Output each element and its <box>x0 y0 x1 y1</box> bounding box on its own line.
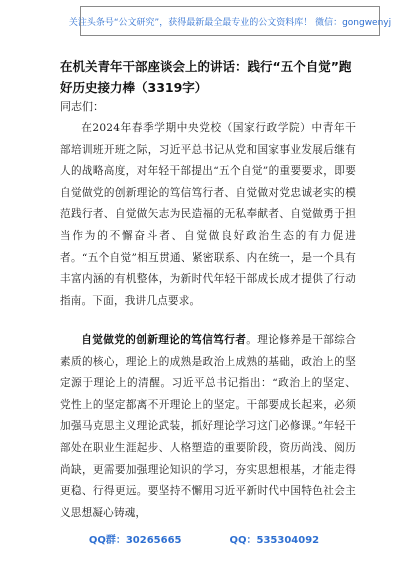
document-title: 在机关青年干部座谈会上的讲话：践行“五个自觉”跑好历史接力棒（3319字） <box>60 59 352 95</box>
paragraph-2 <box>60 330 356 524</box>
banner-text: 关注头条号“公文研究”，获得最新最全最专业的公文资料库！ 微信：gongwenyj <box>68 17 392 28</box>
header-banner <box>68 6 392 36</box>
paragraph-1: 在2024年春季学期中央党校（国家行政学院）中青年干部培训班开班之际，习近平总书记从党和国家事业发展后继有人的战略高度，对年轻干部提出“五个自觉”的重要要求，即要自觉做党的创新理论的笃信笃行者、自觉做对党忠诚老实的模范践行者、自觉做矢志为民造福的无私奉献者、自觉做勇于担当作为的不懈奋斗者、自觉做良好政治生态的有力促进者。“五个自觉”相互贯通、紧密联系、内在统一，是一个具有丰富内涵的有机整体，为新时代年轻干部成长成才提供了行动指南。下面，我讲几点要求。 <box>60 122 356 307</box>
footer <box>0 531 408 546</box>
paragraph-2-body: 。理论修养是干部综合素质的核心，理论上的成熟是政治上成熟的基础，政治上的坚定源于理论上的清醒。习近平总书记指出：“政治上的坚定、党性上的坚定都离不开理论上的坚定。干部要成长起来，必须加强马克思主义理论武装，抓好理论学习这门必修课。”年轻干部处在职业生涯起步、人格塑造的重要阶段，资历尚浅、阅历尚缺，更需要加强理论知识的学习，夯实思想根基，才能走得更稳、行得更远。要坚持不懈用习近平新时代中国特色社会主义思想凝心铸魂， <box>60 334 357 519</box>
greeting: 同志们： <box>60 100 104 113</box>
footer-qq: QQ：535304092 <box>229 535 320 546</box>
paragraph-2-lead: 自觉做党的创新理论的笃信笃行者 <box>81 334 247 346</box>
footer-qq-group: QQ群：30265665 <box>88 535 182 546</box>
